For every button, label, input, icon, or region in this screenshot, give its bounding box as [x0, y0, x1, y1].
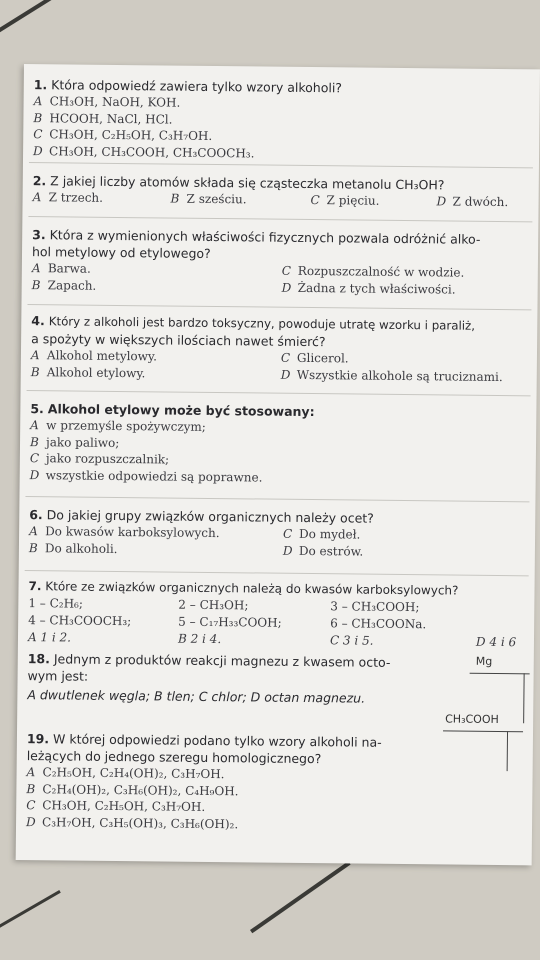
- answer-c: C 3 i 5.: [329, 633, 374, 648]
- compound-item: 5 – C₁₇H₃₃COOH;: [178, 614, 282, 630]
- question-text-cont: a spożyty w większych ilościach nawet śmierć?: [31, 331, 326, 350]
- option-d: D Żadna z tych właściwości.: [281, 280, 456, 297]
- question-text-cont: hol metylowy od etylowego?: [31, 244, 211, 261]
- floor-grout-line: [0, 0, 152, 43]
- question-3: 3. Która z wymienionych właściwości fizycznych pozwala odróżnić alko- hol metylowy od etylowego? A Barwa. C Rozpuszczalność w wodzie. B Zapach. D Żadna z tych właściwości.: [32, 226, 533, 299]
- divider: [27, 304, 531, 310]
- question-text: Z jakiej liczby atomów składa się cząsteczka metanolu CH₃OH?: [50, 173, 445, 193]
- option-c: C Do mydeł.: [283, 526, 361, 542]
- option-c: C CH₃OH, C₂H₅OH, C₃H₇OH.: [26, 798, 206, 814]
- compound-item: 1 – C₂H₆;: [28, 596, 84, 611]
- question-number: 1.: [33, 77, 48, 93]
- question-text-cont: leżących do jednego szeregu homologicznego?: [26, 748, 322, 767]
- option-a: A Alkohol metylowy.: [30, 348, 158, 364]
- option-a: A C₂H₅OH, C₂H₄(OH)₂, C₃H₇OH.: [26, 765, 225, 782]
- option-d: D C₃H₇OH, C₃H₅(OH)₃, C₃H₆(OH)₂.: [25, 814, 239, 831]
- question-text: Który z alkoholi jest bardzo toksyczny, powoduje utratę wzorku i paraliż,: [48, 314, 476, 333]
- option-a: A CH₃OH, NaOH, KOH.: [33, 94, 181, 110]
- answer-a: A 1 i 2.: [27, 630, 72, 645]
- question-19: 19. W której odpowiedzi podano tylko wzory alkoholi na- leżących do jednego szeregu homologicznego? A C₂H₅OH, C₂H₄(OH)₂, C₃H₇OH. B C₂H₄(OH)₂, C₃H₆(OH)₂, C₄H₉OH. C CH₃OH, C₂H₅OH, C₃H₇OH. D C₃H₇OH, C₃H₅(OH)₃, C₃H₆(OH)₂.: [26, 730, 453, 834]
- diagram-line: [443, 730, 523, 732]
- divider: [25, 570, 529, 576]
- compound-item: 3 – CH₃COOH;: [330, 599, 420, 615]
- option-b: B C₂H₄(OH)₂, C₃H₆(OH)₂, C₄H₉OH.: [26, 781, 239, 798]
- option-a: A Do kwasów karboksylowych.: [29, 524, 220, 541]
- question-5: 5. Alkohol etylowy może być stosowany: A w przemyśle spożywczym; B jako paliwo; C jako rozpuszczalnik; D wszystkie odpowiedzi są poprawne.: [30, 400, 531, 488]
- mg-label: Mg: [475, 654, 493, 668]
- divider: [28, 216, 532, 222]
- divider: [25, 496, 529, 502]
- compound-item: 2 – CH₃OH;: [178, 597, 249, 613]
- question-7: 7. Które ze związków organicznych należą do kwasów karboksylowych? 1 – C₂H₆; 2 – CH₃OH; 3 – CH₃COOH; 4 – CH₃COOCH₃; 5 – C₁₇H₃₃COOH; 6 – CH₃COONa. A 1 i 2. B 2 i 4. C 3 i 5. D 4 i 6: [27, 579, 517, 650]
- floor-grout-line: [250, 861, 351, 933]
- question-18: 18. Jednym z produktów reakcji magnezu z kwasem octo- wym jest: A dwutlenek węgla; B tlen; C chlor; D octan magnezu.: [27, 650, 454, 707]
- option-b: B Alkohol etylowy.: [30, 365, 146, 381]
- option-b: B Do alkoholi.: [28, 541, 118, 557]
- question-text: Do jakiej grupy związków organicznych należy ocet?: [46, 507, 374, 526]
- question-text: Która z wymienionych właściwości fizycznych pozwala odróżnić alko-: [49, 227, 481, 247]
- option-a: A w przemyśle spożywczym;: [30, 418, 206, 434]
- question-text: W której odpowiedzi podano tylko wzory alkoholi na-: [52, 731, 382, 750]
- diagram-line: [470, 673, 530, 675]
- answer-options: A dwutlenek węgla; B tlen; C chlor; D octan magnezu.: [27, 687, 366, 706]
- option-b: B jako paliwo;: [29, 434, 120, 450]
- option-c: C Z pięciu.: [310, 193, 380, 208]
- question-2: 2. Z jakiej liczby atomów składa się cząsteczka metanolu CH₃OH? A Z trzech. B Z sześciu. C Z pięciu. D Z dwóch.: [32, 173, 509, 210]
- compound-item: 6 – CH₃COONa.: [330, 616, 427, 632]
- question-text-cont: wym jest:: [27, 668, 89, 684]
- compound-item: 4 – CH₃COOCH₃;: [28, 613, 132, 629]
- option-d: D Do estrów.: [282, 543, 364, 559]
- acid-label: CH₃COOH: [445, 712, 499, 727]
- question-text: Jednym z produktów reakcji magnezu z kwasem octo-: [53, 651, 391, 670]
- option-d: D wszystkie odpowiedzi są poprawne.: [29, 467, 263, 485]
- divider: [27, 390, 531, 396]
- question-6: 6. Do jakiej grupy związków organicznych należy ocet? A Do kwasów karboksylowych. C Do mydeł. B Do alkoholi. D Do estrów.: [28, 507, 374, 559]
- worksheet-page: [16, 64, 540, 865]
- answer-d: D 4 i 6: [475, 634, 517, 650]
- option-d: D Wszystkie alkohole są truciznami.: [280, 367, 503, 385]
- option-a: A Z trzech.: [32, 190, 104, 205]
- option-d: D Z dwóch.: [436, 194, 509, 210]
- diagram-line: [523, 673, 525, 723]
- question-text: Które ze związków organicznych należą do kwasów karboksylowych?: [45, 579, 459, 598]
- option-b: B Zapach.: [31, 278, 97, 293]
- option-d: D CH₃OH, CH₃COOH, CH₃COOCH₃.: [33, 143, 255, 160]
- question-4: 4. Który z alkoholi jest bardzo toksyczny, powoduje utratę wzorku i paraliż, a spożyty w większych ilościach nawet śmierć? A Alkohol metylowy. C Glicerol. B Alkohol etylowy. D Wszystkie alkohole są truciznami.: [31, 312, 532, 386]
- option-c: C Glicerol.: [280, 350, 349, 366]
- option-c: C CH₃OH, C₂H₅OH, C₃H₇OH.: [33, 127, 213, 143]
- question-text: Która odpowiedź zawiera tylko wzory alkoholi?: [51, 77, 343, 96]
- option-b: B Z sześciu.: [170, 191, 247, 207]
- floor-grout-line: [0, 890, 61, 933]
- option-c: C Rozpuszczalność w wodzie.: [281, 263, 465, 280]
- diagram-line: [507, 731, 508, 771]
- option-b: B HCOOH, NaCl, HCl.: [33, 110, 173, 127]
- question-1: [33, 76, 534, 164]
- question-text: Alkohol etylowy może być stosowany:: [47, 401, 315, 420]
- option-a: A Barwa.: [31, 261, 91, 276]
- answer-b: B 2 i 4.: [177, 631, 222, 647]
- option-c: C jako rozpuszczalnik;: [29, 451, 170, 467]
